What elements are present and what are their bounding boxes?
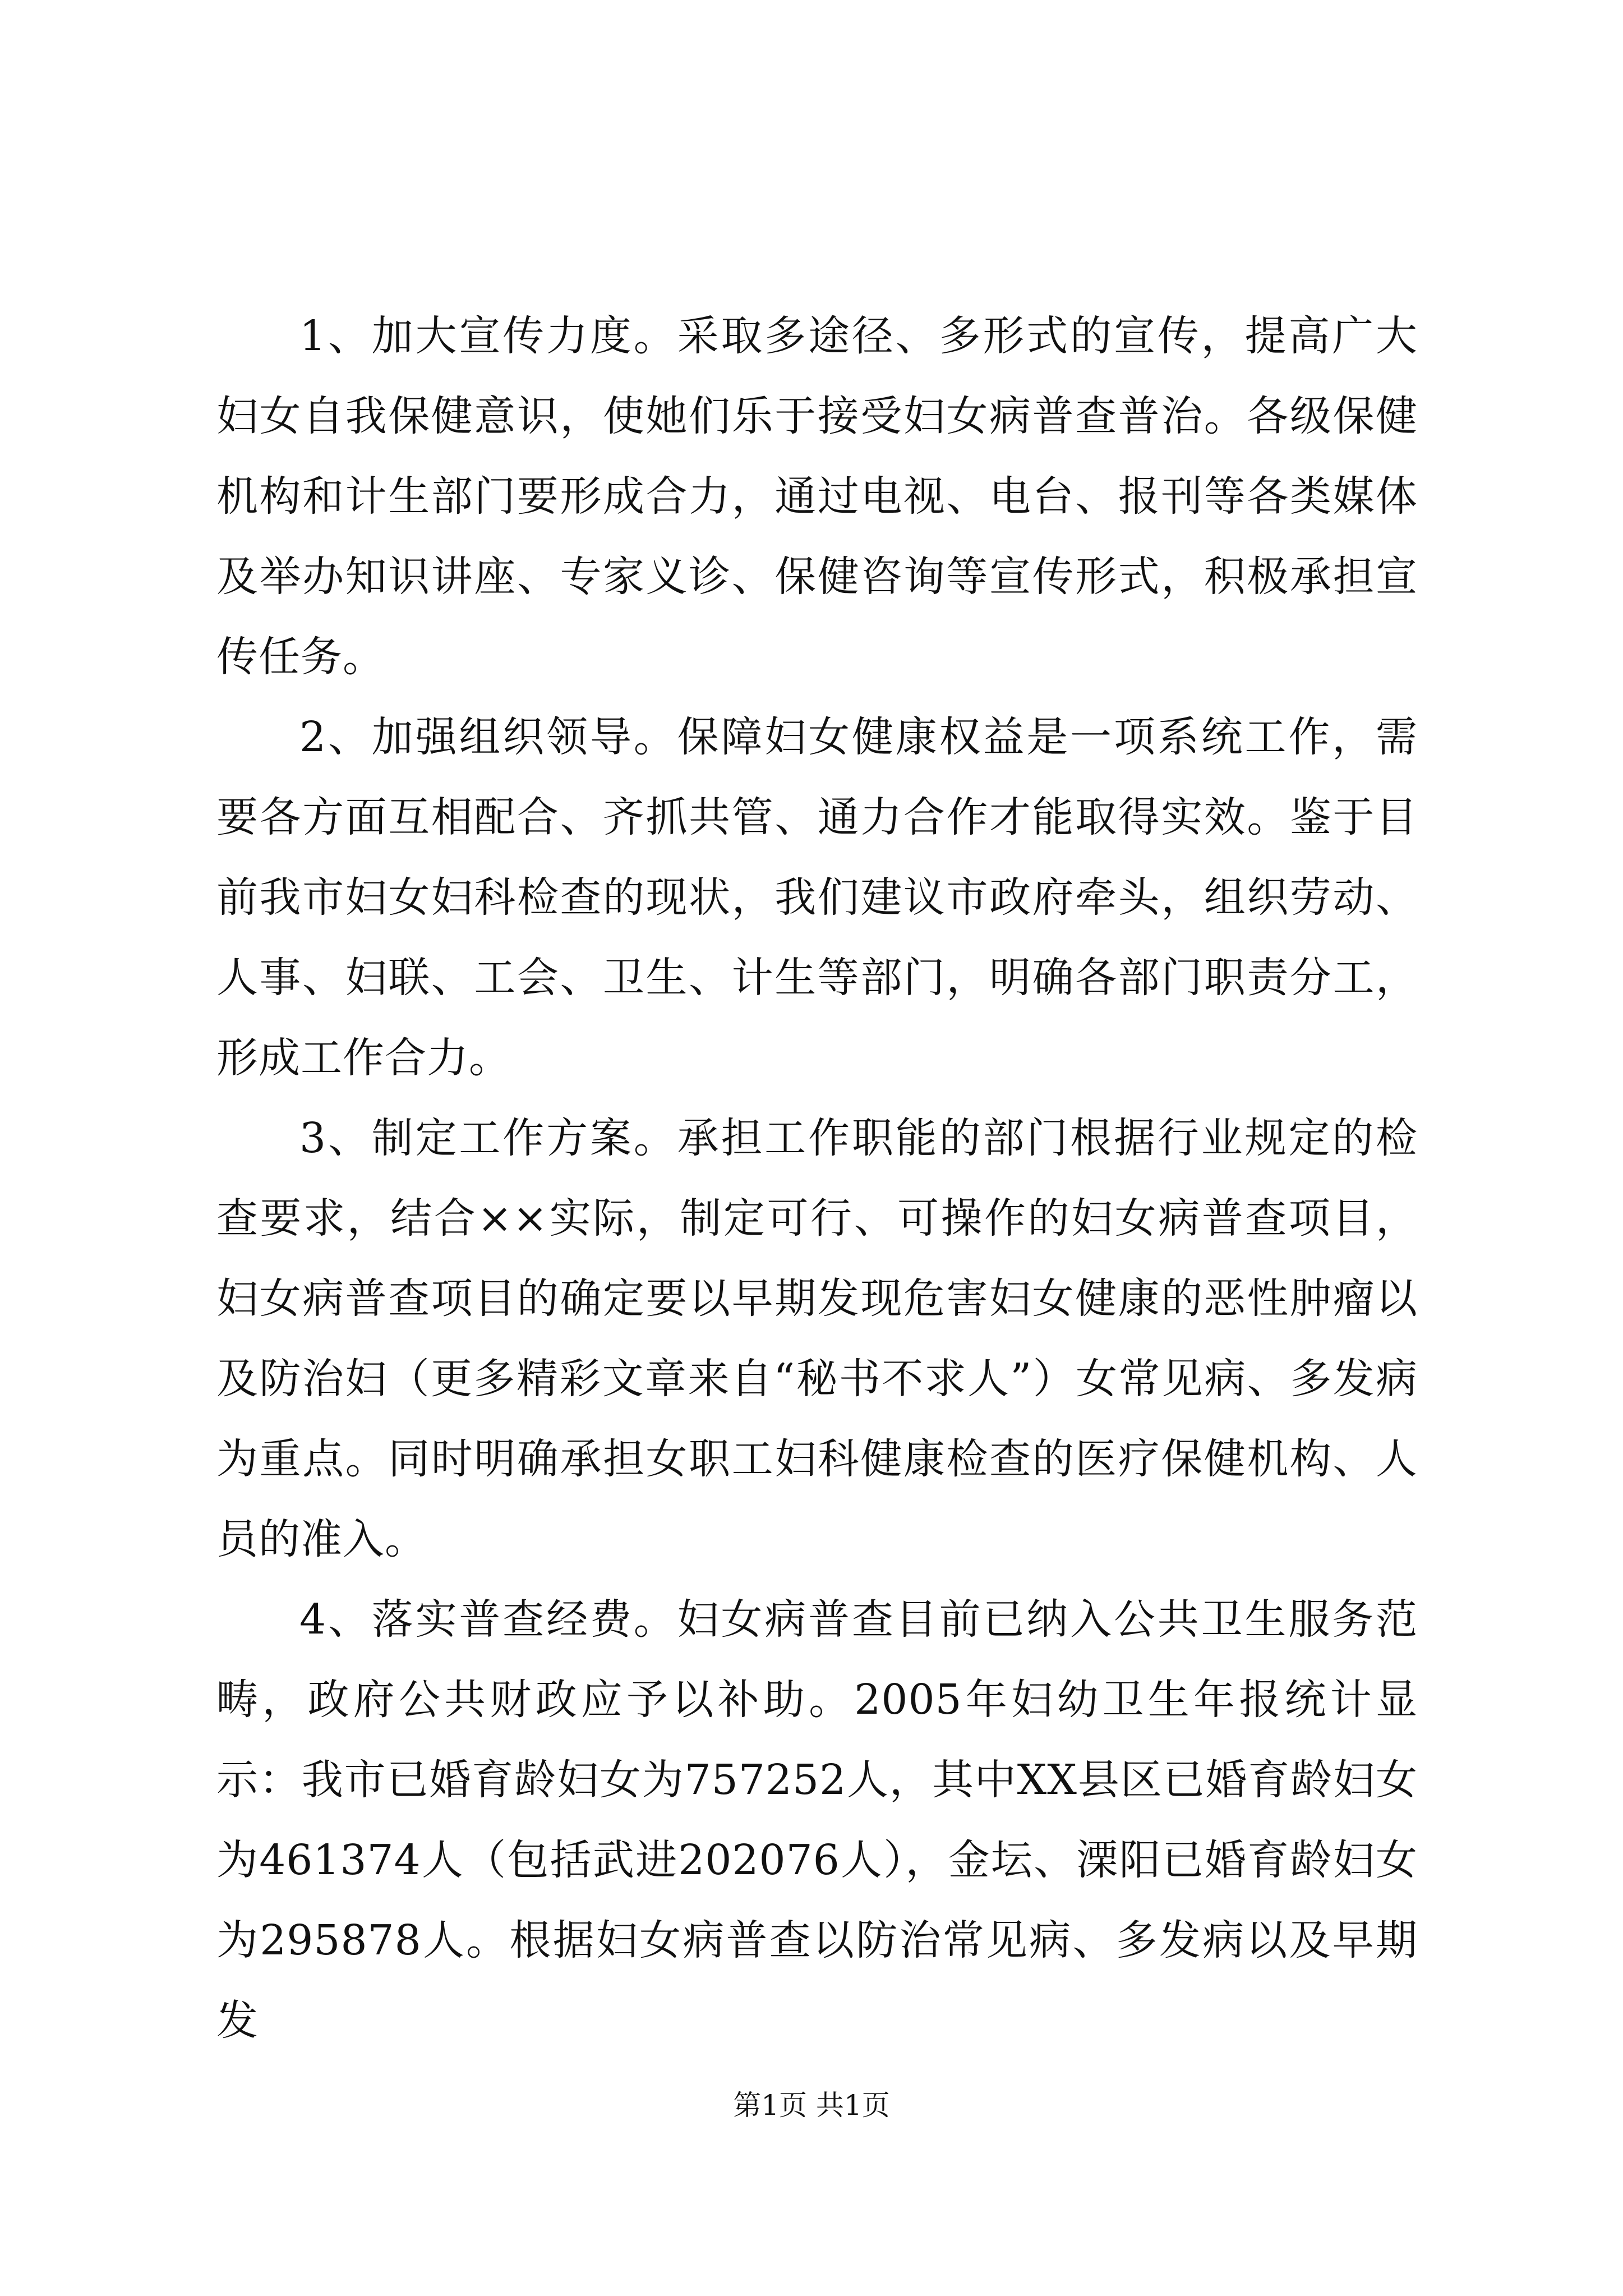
page-footer: 第1页 共1页: [733, 2089, 890, 2122]
paragraph-3: 3、制定工作方案。承担工作职能的部门根据行业规定的检查要求，结合××实际，制定可行、可操作的妇女病普查项目，妇女病普查项目的确定要以早期发现危害妇女健康的恶性肿瘤以及防治妇（更多精彩文章来自“秘书不求人”）女常见病、多发病为重点。同时明确承担女职工妇科健康检查的医疗保健机构、人员的准入。: [216, 1114, 1418, 1563]
document-body: [216, 296, 1418, 2061]
paragraph-2: 2、加强组织领导。保障妇女健康权益是一项系统工作，需要各方面互相配合、齐抓共管、通力合作才能取得实效。鉴于目前我市妇女妇科检查的现状，我们建议市政府牵头，组织劳动、人事、妇联、工会、卫生、计生等部门，明确各部门职责分工，形成工作合力。: [216, 713, 1418, 1082]
paragraph-4: 4、落实普查经费。妇女病普查目前已纳入公共卫生服务范畴，政府公共财政应予以补助。2005年妇幼卫生年报统计显示：我市已婚育龄妇女为757252人，其中XX县区已婚育龄妇女为461374人（包括武进202076人），金坛、溧阳已婚育龄妇女为295878人。根据妇女病普查以防治常见病、多发病以及早期发: [216, 1595, 1418, 2045]
paragraph-1: 1、加大宣传力度。采取多途径、多形式的宣传，提高广大妇女自我保健意识，使她们乐于接受妇女病普查普治。各级保健机构和计生部门要形成合力，通过电视、电台、报刊等各类媒体及举办知识讲座、专家义诊、保健咨询等宣传形式，积极承担宣传任务。: [216, 312, 1418, 681]
